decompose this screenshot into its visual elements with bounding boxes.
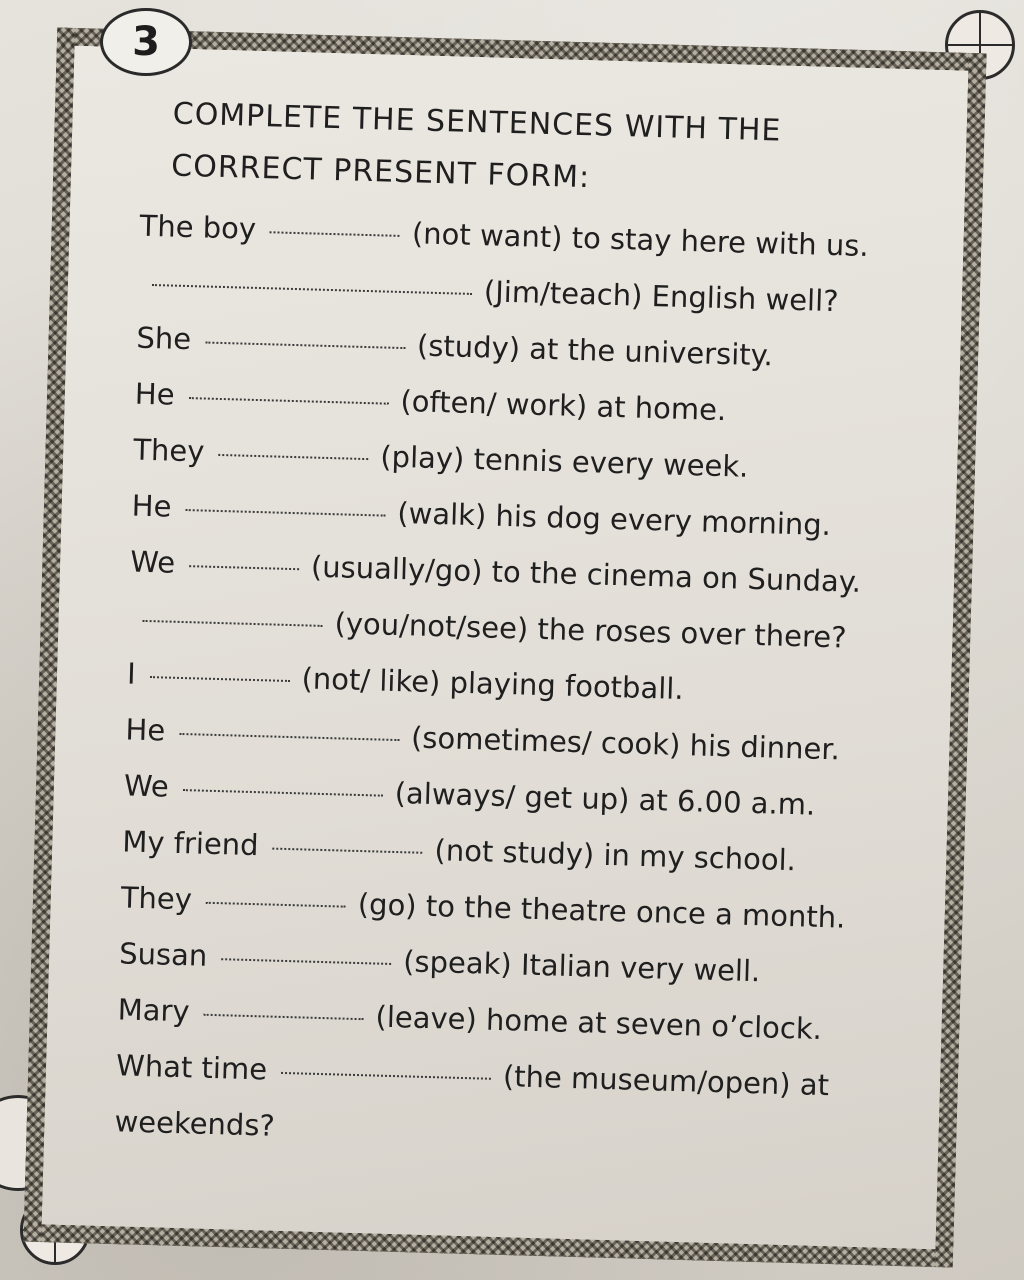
sentence-rest: (play) tennis every week. <box>379 439 749 484</box>
sentence-subject: She <box>136 320 192 357</box>
sentence-rest: (not/ like) playing football. <box>301 661 685 706</box>
exercise-frame <box>23 27 987 1267</box>
sentence-rest: (sometimes/ cook) his dinner. <box>410 720 841 767</box>
sentence-subject: What time <box>115 1048 268 1087</box>
exercise-panel <box>42 46 969 1250</box>
exercise-number: 3 <box>132 19 160 65</box>
answer-blank[interactable] <box>150 656 291 682</box>
sentence-subject: He <box>134 376 176 412</box>
sentence-subject: weekends? <box>114 1104 276 1143</box>
sentence-subject: They <box>120 880 193 917</box>
sentence-subject: My friend <box>121 824 260 863</box>
answer-blank[interactable] <box>218 434 369 460</box>
sentence-rest: (leave) home at seven o’clock. <box>375 999 823 1046</box>
sentence-rest: (speak) Italian very well. <box>402 944 761 989</box>
answer-blank[interactable] <box>270 211 401 237</box>
sentence-rest: (go) to the theatre once a month. <box>357 886 846 935</box>
sentence-rest: (not want) to stay here with us. <box>411 216 870 263</box>
answer-blank[interactable] <box>203 994 364 1020</box>
answer-blank[interactable] <box>189 545 300 570</box>
answer-blank[interactable] <box>188 377 389 405</box>
sentence-subject: We <box>123 768 170 804</box>
sentence-rest: (study) at the university. <box>416 328 774 373</box>
sentence-rest: (the museum/open) at <box>502 1059 830 1103</box>
answer-blank[interactable] <box>281 1052 492 1080</box>
sentence-rest: (Jim/teach) English well? <box>483 274 840 319</box>
answer-blank[interactable] <box>273 828 424 854</box>
answer-blank[interactable] <box>206 882 347 908</box>
sentence-subject: He <box>125 712 166 748</box>
sentence-rest: (you/not/see) the roses over there? <box>334 606 847 655</box>
answer-blank[interactable] <box>152 264 472 295</box>
sentence-rest: (not study) in my school. <box>434 833 797 878</box>
sentence-rest: (often/ work) at home. <box>400 383 727 428</box>
sentence-subject: I <box>126 656 137 691</box>
exercise-number-badge <box>100 8 192 76</box>
sentence-subject: Susan <box>118 936 208 973</box>
sentence-subject: They <box>132 432 205 469</box>
answer-blank[interactable] <box>185 489 386 517</box>
sentence-subject: We <box>129 544 176 580</box>
exercise-title: COMPLETE THE SENTENCES WITH THE CORRECT PRESENT FORM: <box>170 96 782 196</box>
sentence-subject: He <box>131 488 172 524</box>
answer-blank[interactable] <box>221 938 392 965</box>
answer-blank[interactable] <box>143 600 324 627</box>
sentence-rest: (usually/go) to the cinema on Sunday. <box>310 549 862 599</box>
sentence-subject: The boy <box>139 208 257 246</box>
answer-blank[interactable] <box>205 322 406 350</box>
sentence-rest: (walk) his dog every morning. <box>396 495 832 543</box>
sentence-rest: (always/ get up) at 6.00 a.m. <box>394 775 816 822</box>
answer-blank[interactable] <box>179 713 400 741</box>
answer-blank[interactable] <box>183 769 384 797</box>
exercise-content <box>114 88 943 1172</box>
sentence-subject: Mary <box>117 992 191 1029</box>
